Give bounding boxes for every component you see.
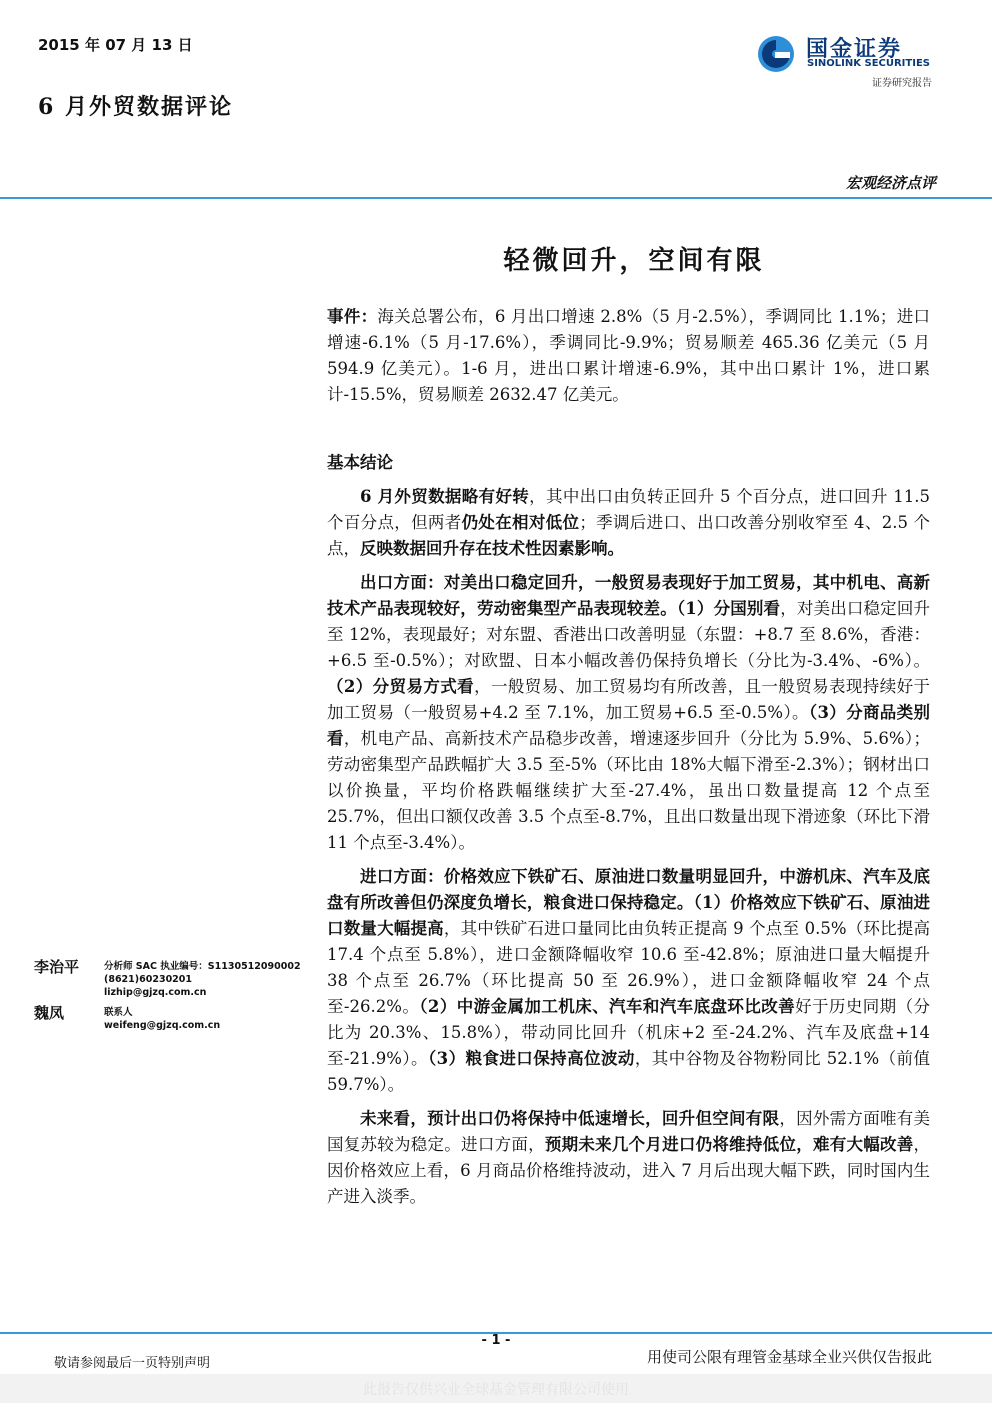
event-paragraph [327,304,930,408]
analyst-name: 魏凤 [34,1004,65,1022]
logo-name-en: SINOLINK SECURITIES [807,58,930,69]
body-text: ，其中谷物及谷物粉同比 52.1%（前值 59.7%）。 [327,1049,930,1094]
footer-note: 用使司公限有理管金基球全业兴供仅告报此 [646,1348,932,1366]
bold-text: 未来看，预计出口仍将保持中低速增长，回升但空间有限 [360,1109,780,1128]
bold-text: 仍处在相对低位 [461,513,580,532]
report-headline: 轻微回升，空间有限 [503,246,765,276]
conclusion-paragraph-import [327,864,930,1098]
bold-text: （3）粮食进口保持高位波动 [427,1049,635,1068]
body-text: ，机电产品、高新技术产品稳步改善，增速逐步回升（分比为 5.9%、5.6%）；劳动密集型产品跌幅扩大 3.5 至-5%（环比由 18%大幅下滑至-2.3%）；钢材出口以价换量，平均价格跌幅继续扩大至-27.4%，虽出口数量提高 12 个点至 25.7%，但出口额仅改善 3.5 个点至-8.7%，且出口数量出现下滑迹象（环比下滑 11 个点至-3.4%）。 [327,729,930,852]
company-logo [752,28,952,92]
analyst-title: 联系人 [104,1007,133,1018]
body-text: ，其中出口由负转正回升 5 个百分点，进口回升 11.5 个百分点，但两者 [327,487,930,532]
bold-text: （3）分商品类别看 [327,703,930,748]
body-text: ，因价格效应上看，6 月商品价格维持波动，进入 7 月后出现大幅下跌，同时国内生产进入淡季。 [327,1135,931,1206]
logo-mark-icon [756,34,796,74]
report-category: 宏观经济点评 [845,174,936,192]
main-content [327,304,930,1218]
logo-subtitle: 证券研究报告 [872,78,932,89]
body-text: ，一般贸易、加工贸易均有所改善，且一般贸易表现持续好于加工贸易（一般贸易+4.2 至 7.1%，加工贸易+6.5 至-0.5%）。 [327,677,931,722]
body-text: ；季调后进口、出口改善分别收窄至 4、2.5 个点， [327,513,931,558]
event-text: 海关总署公布，6 月出口增速 2.8%（5 月-2.5%），季调同比 1.1%；进口增速-6.1%（5 月-17.6%），季调同比-9.9%；贸易顺差 465.36 亿美元（5 月 594.9 亿美元）。1-6 月，进出口累计增速-6.9%，其中出口累计 1%，进口累计-15.5%，贸易顺差 2632.47 亿美元。 [327,307,931,404]
bold-text: （2）分贸易方式看 [327,677,475,696]
analyst-info [104,1006,220,1032]
analyst-email: weifeng@gjzq.com.cn [104,1020,221,1031]
body-text: ，因外需方面唯有美国复苏较为稳定。进口方面， [327,1109,931,1154]
header-divider [0,197,992,199]
analyst-email: lizhip@gjzq.com.cn [104,987,207,998]
bold-text: 6 月外贸数据略有好转 [360,487,530,506]
bold-text: 反映数据回升存在技术性因素影响。 [360,539,624,558]
conclusion-paragraph-outlook [327,1106,930,1210]
analyst-name: 李治平 [34,958,80,976]
body-text: ，对美出口稳定回升至 12%，表现最好；对东盟、香港出口改善明显（东盟：+8.7 至 8.6%，香港：+6.5 至-0.5%）；对欧盟、日本小幅改善仍保持负增长（分比为-3.4%、-6%）。 [327,599,930,670]
bold-text: 出口方面：对美出口稳定回升，一般贸易表现好于加工贸易，其中机电、高新技术产品表现较好，劳动密集型产品表现较差。（1）分国别看 [327,573,930,618]
analyst-entry [32,956,322,1002]
page-number: - 1 - [481,1333,511,1348]
body-text: ，其中铁矿石进口量同比由负转正提高 9 个点至 0.5%（环比提高 17.4 个点至 5.8%），进口金额降幅收窄 10.6 至-42.8%；原油进口量大幅提升 38 个点至 26.7%（环比提高 50 至 26.9%），进口金额降幅收窄 24 个点至-26.2%。 [327,919,931,1016]
logo-name-cn: 国金证券 [806,37,903,62]
report-date: 2015 年 07 月 13 日 [38,36,193,54]
analyst-entry [32,1002,322,1048]
analyst-phone: (8621)60230201 [104,974,193,985]
analyst-info [104,960,301,999]
document-title: 6 月外贸数据评论 [38,94,233,120]
bold-text: 预期未来几个月进口仍将维持低位，难有大幅改善 [544,1135,914,1154]
section-title: 基本结论 [327,453,393,472]
conclusion-paragraph-overview [327,484,930,562]
disclaimer-note: 敬请参阅最后一页特别声明 [54,1356,211,1371]
body-text: 好于历史同期（分比为 20.3%、15.8%），带动同比回升（机床+2 至-24.2%、汽车及底盘+14 至-21.9%）。 [327,997,930,1068]
bold-text: （2）中游金属加工机床、汽车和汽车底盘环比改善 [419,997,796,1016]
conclusion-paragraph-export [327,570,930,856]
analyst-title: 分析师 SAC 执业编号：S1130512090002 [104,961,301,972]
analyst-panel [32,956,322,1048]
event-label: 事件： [327,307,378,326]
bold-text: 进口方面：价格效应下铁矿石、原油进口数量明显回升，中游机床、汽车及底盘有所改善但仍深度负增长，粮食进口保持稳定。（1）价格效应下铁矿石、原油进口数量大幅提高 [327,867,930,938]
watermark-text: 此报告仅供兴业全球基金管理有限公司使用 [363,1382,629,1398]
